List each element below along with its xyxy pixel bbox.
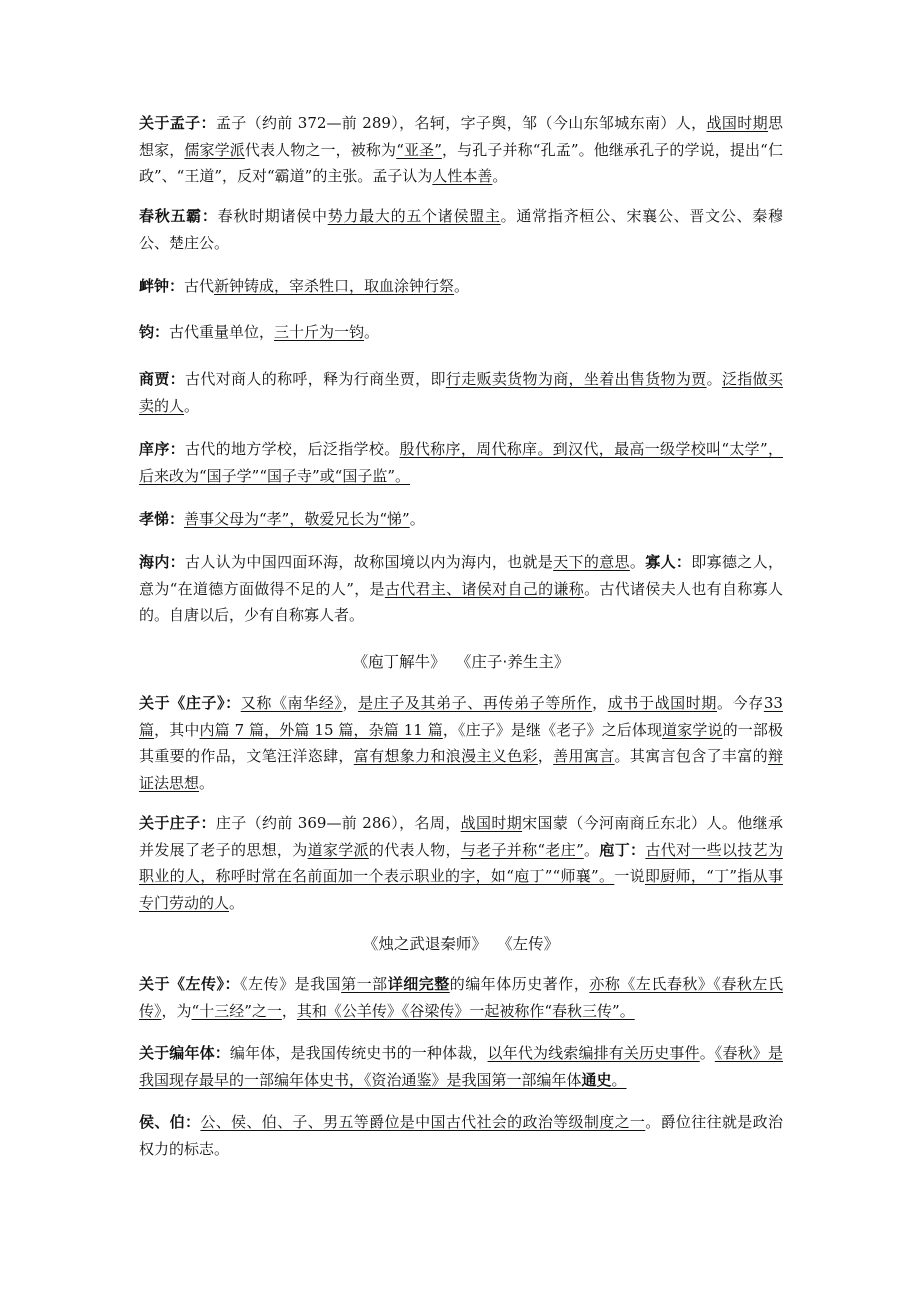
section-heading	[139, 650, 783, 672]
term-label: 侯、伯：	[139, 1113, 201, 1131]
term-label: 庠序：	[139, 440, 185, 458]
heading-title: 《烛之武退秦师》	[362, 935, 487, 953]
text-span: 。	[454, 277, 470, 295]
text-span: 古代重量单位，	[169, 323, 275, 341]
paragraph-wuba	[139, 203, 783, 256]
text-span: 古代	[184, 277, 215, 295]
underlined-span: 以年代为线索编排有关历史事件	[487, 1044, 700, 1062]
paragraph-houbo	[139, 1109, 783, 1162]
text-span: 。	[229, 893, 245, 912]
text-span: ，与孔子并称“孔孟”。他继承孔子的学说，提出“仁政”、“王道”，反对“霸道”的主张。孟子认为	[139, 140, 783, 185]
text-span: 庄子（约前 369—前 286），名周，	[215, 814, 461, 832]
underlined-span: 善事父母为“孝”，敬爱兄长为“悌”	[184, 510, 410, 528]
underlined-span: 新钟铸成，宰杀牲口，取血涂钟行祭	[214, 277, 455, 295]
paragraph-shanggu	[139, 366, 783, 419]
text-span: 。今存	[717, 694, 764, 712]
text-span: 。	[611, 1070, 627, 1089]
term-label: 关于《庄子》：	[139, 694, 241, 712]
term-label: 关于庄子：	[139, 814, 216, 832]
text-span: 。	[629, 553, 646, 571]
paragraph-biannian	[139, 1040, 783, 1093]
text-span: ，《庄子》是继《老子》之后体现	[442, 720, 663, 739]
paragraph-hainei	[139, 549, 783, 629]
text-span: 。其寓言包含了丰富的	[614, 747, 768, 765]
text-span: ，为	[161, 1001, 192, 1020]
paragraph-zuozhuan	[139, 971, 783, 1024]
underlined-span: 战国时期	[706, 114, 768, 132]
text-span: 。	[699, 1044, 715, 1062]
bold-span: 详细完整	[387, 975, 450, 993]
text-span: 思想家，	[139, 114, 783, 159]
text-span: 古代的地方学校，后泛指学校。	[184, 440, 400, 458]
text-span: 。	[199, 773, 215, 792]
text-span: 的编年体历史著作，	[449, 975, 590, 993]
heading-source: 《庄子·养生主》	[463, 653, 570, 671]
underlined-span: 公、侯、伯、子、男五等爵位是中国古代社会的政治等级制度之一	[200, 1113, 646, 1131]
term-label: 关于编年体：	[139, 1044, 230, 1062]
term-label: 春秋五霸：	[139, 207, 218, 225]
text-span: 春秋时期诸侯中	[217, 207, 328, 225]
underlined-span: 古代对一些以技艺为职业的人，称呼时常在名前面加一个表示职业的字，如“庖丁”“师襄”。	[139, 840, 783, 885]
underlined-span: 殷代称序，周代称庠。到汉代，最高一级学校叫“太学”，后来改为“国子学”“国子寺”或“国子监”。	[139, 440, 783, 485]
text-span: 第一部	[341, 975, 388, 993]
term-label: 庖丁：	[599, 840, 646, 859]
text-span: 即寡德之人，意为“在道德方面做得不足的人”，是	[139, 553, 783, 598]
paragraph-xiaoti	[139, 506, 783, 533]
underlined-span: 道家学派	[307, 840, 369, 859]
underlined-span: 泛指做买卖的人	[139, 370, 783, 415]
term-label: 衅钟：	[139, 277, 185, 295]
underlined-span: 道家学说	[662, 720, 723, 739]
heading-title: 《庖丁解牛》	[352, 653, 446, 671]
text-span: ，	[342, 694, 359, 712]
term-label: 寡人：	[645, 553, 692, 571]
text-span: 的一部极其重要的作品，文笔汪洋恣肆，	[139, 720, 783, 765]
underlined-span: 战国时期	[460, 814, 523, 832]
paragraph-zhuangzi-book	[139, 690, 783, 796]
text-span: 。	[706, 370, 722, 388]
paragraph-xiangxu	[139, 436, 783, 489]
text-span: 。	[583, 840, 600, 859]
bold-span: 通史	[581, 1070, 612, 1089]
text-span: ，	[537, 747, 554, 765]
text-span: 。	[364, 323, 380, 341]
underlined-span: 富有想象力和浪漫主义色彩	[353, 747, 538, 765]
underlined-span	[341, 975, 450, 993]
text-span: 。	[492, 167, 508, 185]
term-label: 关于孟子：	[139, 114, 216, 132]
text-span: 一说	[614, 867, 645, 885]
underlined-span: 是庄子及其弟子、再传弟子等所作	[358, 694, 593, 712]
underlined-span: 行走贩卖货物为商，坐着出售货物为贾	[445, 370, 707, 388]
term-label: 商贾：	[139, 370, 186, 388]
underlined-span: 古代君主、诸侯对自己的谦称	[384, 579, 585, 598]
section-heading	[139, 932, 783, 954]
underlined-span: 即厨师，“丁”指从事专门劳动的人	[139, 867, 783, 912]
underlined-span: 内篇 7 篇，外篇 15 篇，杂篇 11 篇	[199, 720, 443, 739]
paragraph-zhuangzi-person	[139, 810, 783, 916]
underlined-span: 33 篇	[139, 694, 783, 739]
text-span: 。爵位往往就是政治权力的标志。	[139, 1113, 783, 1158]
underlined-span: 其和《公羊传》《谷梁传》一起被称作“春秋三传”。	[296, 1001, 635, 1020]
term-label: 钧：	[139, 323, 170, 341]
text-span: 《左传》是我国	[240, 975, 342, 993]
text-span: 孟子（约前 372—前 289），名轲，字子舆，邹（今山东邹城东南）人，	[215, 114, 707, 132]
underlined-span: 儒家学派	[184, 140, 245, 159]
paragraph-jun	[139, 319, 783, 346]
underlined-span: 亦称《左氏春秋》《春秋左氏传》	[139, 975, 783, 1020]
underlined-span: “亚圣”	[396, 140, 442, 159]
underlined-span: 与老子并称“老庄”	[460, 840, 584, 859]
underlined-span: 天下的意思	[553, 553, 630, 571]
text-span: 。	[409, 510, 425, 528]
paragraph-mengzi	[139, 110, 783, 190]
text-span: 编年体，是我国传统史书的一种体裁，	[229, 1044, 488, 1062]
text-span: 古人认为中国四面环海，故称国境以内为海内，也就是	[185, 553, 554, 571]
text-span: 。古代诸侯夫人也有自称寡人的。自唐以后，少有自称寡人者。	[139, 579, 783, 624]
text-span: 古代对商人的称呼，释为行商坐贾，即	[185, 370, 446, 388]
text-span: 。通常指齐桓公、宋襄公、晋文公、秦穆公、楚庄公。	[139, 207, 783, 252]
paragraph-xinzhong	[139, 273, 783, 300]
text-span: 宋国蒙（今河南商丘东北）人。他继承并发展了老子的思想，为	[139, 814, 783, 859]
underlined-span: 善用寓言	[553, 747, 615, 765]
underlined-span: 又称《南华经》	[240, 694, 343, 712]
text-span: 代表人物之一，被称为	[244, 140, 397, 159]
text-span: 《春秋》是我国现存最早的一部编年体史书，《资治通鉴》是我国第一部编年体	[139, 1044, 783, 1089]
text-span: ，	[281, 1001, 297, 1020]
text-span: 。	[184, 396, 200, 415]
term-label: 关于《左传》：	[139, 975, 241, 993]
term-label: 海内：	[139, 553, 186, 571]
underlined-span: 势力最大的五个诸侯盟主	[327, 207, 501, 225]
term-label: 孝悌：	[139, 510, 185, 528]
text-span: ，其中	[154, 720, 200, 739]
text-span: ，	[592, 694, 608, 712]
text-span: 的代表人物，	[368, 840, 461, 859]
underlined-span: 辩证法思想	[139, 747, 783, 792]
heading-source: 《左传》	[504, 935, 560, 953]
underlined-span: 人性本善	[432, 167, 493, 185]
underlined-span: 三十斤为一钧	[274, 323, 365, 341]
underlined-span: “十三经”之一	[191, 1001, 282, 1020]
underlined-span: 成书于战国时期	[607, 694, 717, 712]
